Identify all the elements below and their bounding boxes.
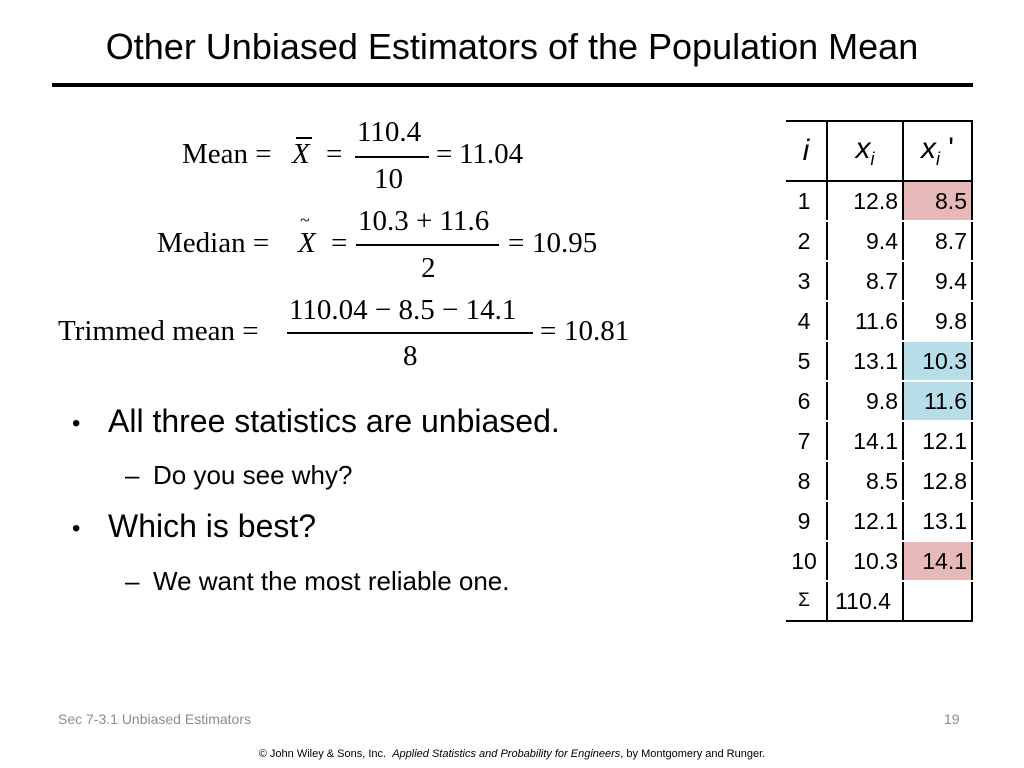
mean-denominator: 10 [374,163,403,195]
trimmed-result: 10.81 [564,315,630,347]
row-index: 2 [786,221,827,261]
tilde-accent: ~ [300,210,310,230]
slide-title: Other Unbiased Estimators of the Population Mean [105,26,919,67]
row-sorted-value: 13.1 [903,501,972,541]
row-sorted-value: 8.5 [903,181,972,221]
table-row [786,381,972,421]
row-sorted-value: 14.1 [903,541,972,581]
bullet-marker: • [72,410,81,437]
footer-section: Sec 7-3.1 Unbiased Estimators [58,711,251,727]
sub-bullet-marker: – [125,460,140,490]
data-table [786,120,973,622]
mean-result: 11.04 [459,138,524,170]
equals-sign: = [326,138,343,170]
row-index: 5 [786,341,827,381]
table-row [786,301,972,341]
trimmed-denominator: 8 [403,340,418,372]
row-sorted-value: 11.6 [903,381,972,421]
mean-numerator: 110.4 [357,116,422,148]
table-row [786,181,972,221]
table-row [786,461,972,501]
row-sorted-value: 9.8 [903,301,972,341]
median-symbol: X [298,227,316,259]
row-index: 1 [786,181,827,221]
sub-bullet-marker: – [125,566,140,596]
median-label: Median = [157,227,270,259]
row-index: 4 [786,301,827,341]
sum-symbol: Σ [786,581,827,621]
sub-bullet-item: Do you see why? [153,460,353,490]
row-index: 9 [786,501,827,541]
bullet-item: Which is best? [108,508,317,544]
copyright: © John Wiley & Sons, Inc. Applied Statistics and Probability for Engineers, by Montgomery and Runger. [258,748,766,760]
table-row [786,501,972,541]
fraction-bar [356,244,499,246]
bullet-item: All three statistics are unbiased. [108,403,560,439]
trimmed-numerator: 110.04 − 8.5 − 14.1 [289,294,517,326]
bullet-marker: • [72,515,81,542]
header-i: i [786,121,827,181]
mean-symbol: X [292,138,310,170]
table-row [786,261,972,301]
mean-label: Mean = [182,138,272,170]
table-row [786,541,972,581]
table-row [786,421,972,461]
fraction-bar [287,332,533,334]
row-x-value: 8.5 [827,461,903,501]
row-index: 8 [786,461,827,501]
row-x-value: 9.4 [827,221,903,261]
row-sorted-value: 10.3 [903,341,972,381]
page-number: 19 [944,711,960,727]
row-x-value: 12.1 [827,501,903,541]
row-index: 10 [786,541,827,581]
row-sorted-value: 12.8 [903,461,972,501]
fraction-bar [355,156,429,158]
row-index: 3 [786,261,827,301]
row-x-value: 12.8 [827,181,903,221]
equals-sign: = [331,227,348,259]
row-index: 7 [786,421,827,461]
table-row [786,341,972,381]
title-divider [52,83,973,87]
equals-sign: = [540,315,557,347]
equals-sign: = [508,227,525,259]
row-x-value: 13.1 [827,341,903,381]
sum-value: 110.4 [827,581,903,621]
median-result: 10.95 [532,227,598,259]
header-xi: $x_i$ [827,121,903,181]
row-x-value: 14.1 [827,421,903,461]
row-x-value: 8.7 [827,261,903,301]
row-index: 6 [786,381,827,421]
median-numerator: 10.3 + 11.6 [358,205,490,237]
row-sorted-value: 8.7 [903,221,972,261]
table-row [786,221,972,261]
row-x-value: 10.3 [827,541,903,581]
equals-sign: = [436,138,453,170]
row-sorted-value: 9.4 [903,261,972,301]
trimmed-label: Trimmed mean = [58,315,259,347]
row-x-value: 11.6 [827,301,903,341]
row-sorted-value: 12.1 [903,421,972,461]
sub-bullet-item: We want the most reliable one. [153,566,510,596]
row-x-value: 9.8 [827,381,903,421]
median-denominator: 2 [421,252,436,284]
header-xi-prime: $x_i$ ' [903,121,972,181]
sum-empty-cell [903,581,972,621]
